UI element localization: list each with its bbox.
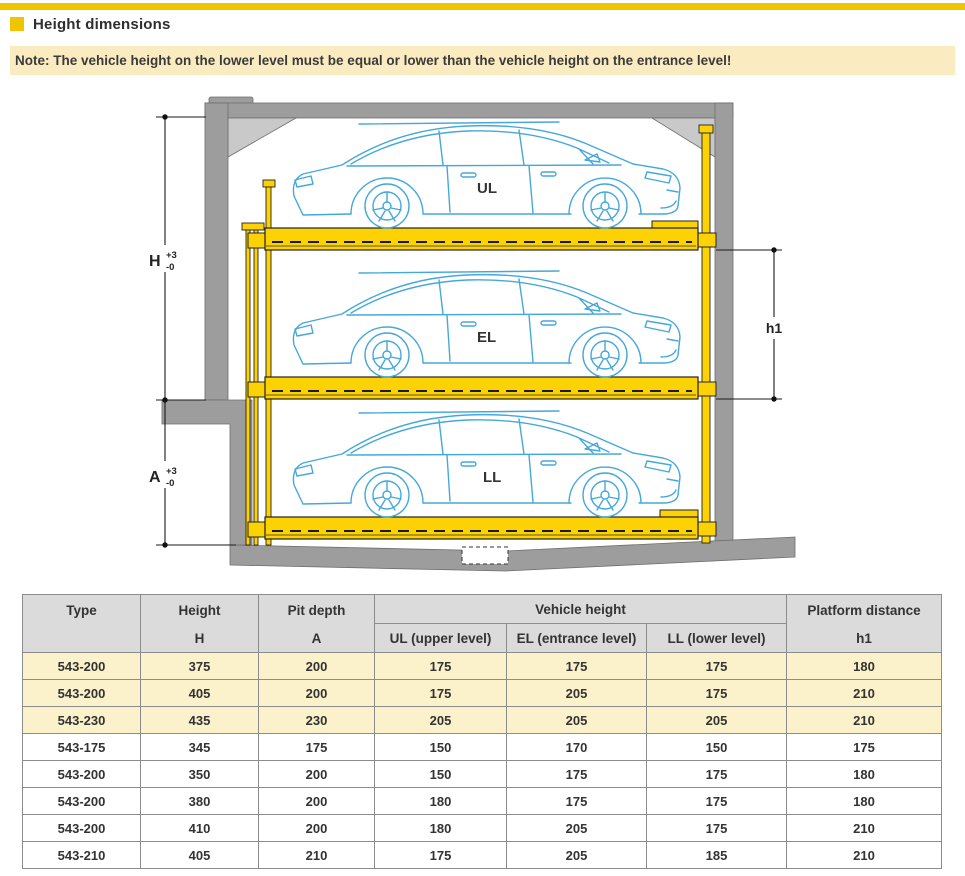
sump-outline	[462, 547, 508, 564]
car-entrance	[293, 271, 680, 377]
table-row	[23, 842, 942, 869]
table-body	[23, 653, 942, 869]
table-cell-el: 170	[507, 734, 647, 761]
table-cell-ul: 175	[375, 680, 507, 707]
table-cell-a: 230	[259, 707, 375, 734]
table-cell-h: 410	[141, 815, 259, 842]
col-header-el: EL (entrance level)	[507, 624, 647, 653]
table-cell-a: 200	[259, 761, 375, 788]
top-accent-bar	[0, 3, 965, 10]
table-cell-el: 175	[507, 788, 647, 815]
table-cell-ul: 180	[375, 788, 507, 815]
title-row	[10, 15, 965, 33]
table-cell-ll: 150	[647, 734, 787, 761]
col-header-ul: UL (upper level)	[375, 624, 507, 653]
table-cell-h1: 180	[787, 653, 942, 680]
table-cell-ll: 185	[647, 842, 787, 869]
table-cell-a: 175	[259, 734, 375, 761]
table-cell-type: 543-200	[23, 680, 141, 707]
table-cell-h: 375	[141, 653, 259, 680]
table-cell-ul: 150	[375, 734, 507, 761]
table-cell-a: 200	[259, 815, 375, 842]
table-row	[23, 761, 942, 788]
dimensions-table	[22, 594, 942, 869]
table-row	[23, 680, 942, 707]
table-cell-h1: 210	[787, 707, 942, 734]
ceiling	[205, 103, 733, 118]
table-row	[23, 707, 942, 734]
col-header-vehicle-height: Vehicle height	[375, 595, 787, 624]
table-cell-h1: 210	[787, 842, 942, 869]
table-cell-el: 175	[507, 653, 647, 680]
col-header-platform-distance: Platform distance h1	[787, 595, 942, 653]
table-cell-ul: 205	[375, 707, 507, 734]
note-banner	[10, 46, 955, 75]
car-lower	[293, 411, 680, 517]
table-cell-el: 205	[507, 842, 647, 869]
dimensions-table-wrap	[22, 594, 943, 869]
table-cell-a: 200	[259, 680, 375, 707]
table-cell-h: 405	[141, 842, 259, 869]
left-wall	[205, 103, 228, 400]
table-cell-a: 210	[259, 842, 375, 869]
parking-lift-diagram	[0, 95, 965, 592]
table-cell-h1: 210	[787, 815, 942, 842]
table-cell-type: 543-200	[23, 761, 141, 788]
col-header-type: Type	[23, 595, 141, 653]
table-cell-type: 543-200	[23, 653, 141, 680]
table-cell-type: 543-230	[23, 707, 141, 734]
col-header-ll: LL (lower level)	[647, 624, 787, 653]
table-cell-el: 205	[507, 815, 647, 842]
col-header-pit-depth: Pit depth A	[259, 595, 375, 653]
table-cell-type: 543-200	[23, 788, 141, 815]
table-cell-el: 205	[507, 680, 647, 707]
table-cell-ll: 175	[647, 788, 787, 815]
right-wall	[715, 103, 733, 543]
table-cell-ll: 175	[647, 761, 787, 788]
table-cell-h: 380	[141, 788, 259, 815]
platform-entrance	[248, 377, 716, 399]
table-cell-a: 200	[259, 788, 375, 815]
table-cell-h1: 175	[787, 734, 942, 761]
table-cell-h1: 180	[787, 788, 942, 815]
table-cell-ul: 175	[375, 842, 507, 869]
table-cell-h1: 210	[787, 680, 942, 707]
table-cell-a: 200	[259, 653, 375, 680]
table-cell-h: 350	[141, 761, 259, 788]
table-row	[23, 734, 942, 761]
table-cell-ul: 150	[375, 761, 507, 788]
label-upper-level: UL	[477, 180, 497, 197]
dim-label-h1: h1	[765, 320, 783, 336]
table-cell-h: 435	[141, 707, 259, 734]
table-row	[23, 653, 942, 680]
platform-upper	[248, 221, 716, 250]
table-cell-ll: 175	[647, 653, 787, 680]
title-bullet-icon	[10, 17, 24, 31]
dim-label-a: A +3 -0	[149, 466, 177, 489]
label-lower-level: LL	[483, 469, 502, 486]
table-cell-ul: 175	[375, 653, 507, 680]
table-cell-ul: 180	[375, 815, 507, 842]
platform-lower	[248, 510, 716, 539]
table-cell-type: 543-210	[23, 842, 141, 869]
table-cell-el: 205	[507, 707, 647, 734]
page-title: Height dimensions	[33, 15, 171, 33]
table-cell-ll: 175	[647, 680, 787, 707]
table-cell-type: 543-175	[23, 734, 141, 761]
table-cell-ll: 175	[647, 815, 787, 842]
label-entrance-level: EL	[477, 329, 497, 346]
table-cell-el: 175	[507, 761, 647, 788]
ceiling-chamfer-left	[228, 118, 296, 157]
note-text: Note: The vehicle height on the lower level must be equal or lower than the vehicle height on the entrance level!	[15, 53, 732, 68]
car-upper	[293, 122, 680, 228]
table-cell-h: 345	[141, 734, 259, 761]
col-header-height: Height H	[141, 595, 259, 653]
diagram-area	[0, 95, 965, 592]
dim-label-h: H +3 -0	[149, 250, 177, 273]
table-row	[23, 788, 942, 815]
table-cell-ll: 205	[647, 707, 787, 734]
table-row	[23, 815, 942, 842]
table-cell-h: 405	[141, 680, 259, 707]
table-cell-type: 543-200	[23, 815, 141, 842]
table-cell-h1: 180	[787, 761, 942, 788]
